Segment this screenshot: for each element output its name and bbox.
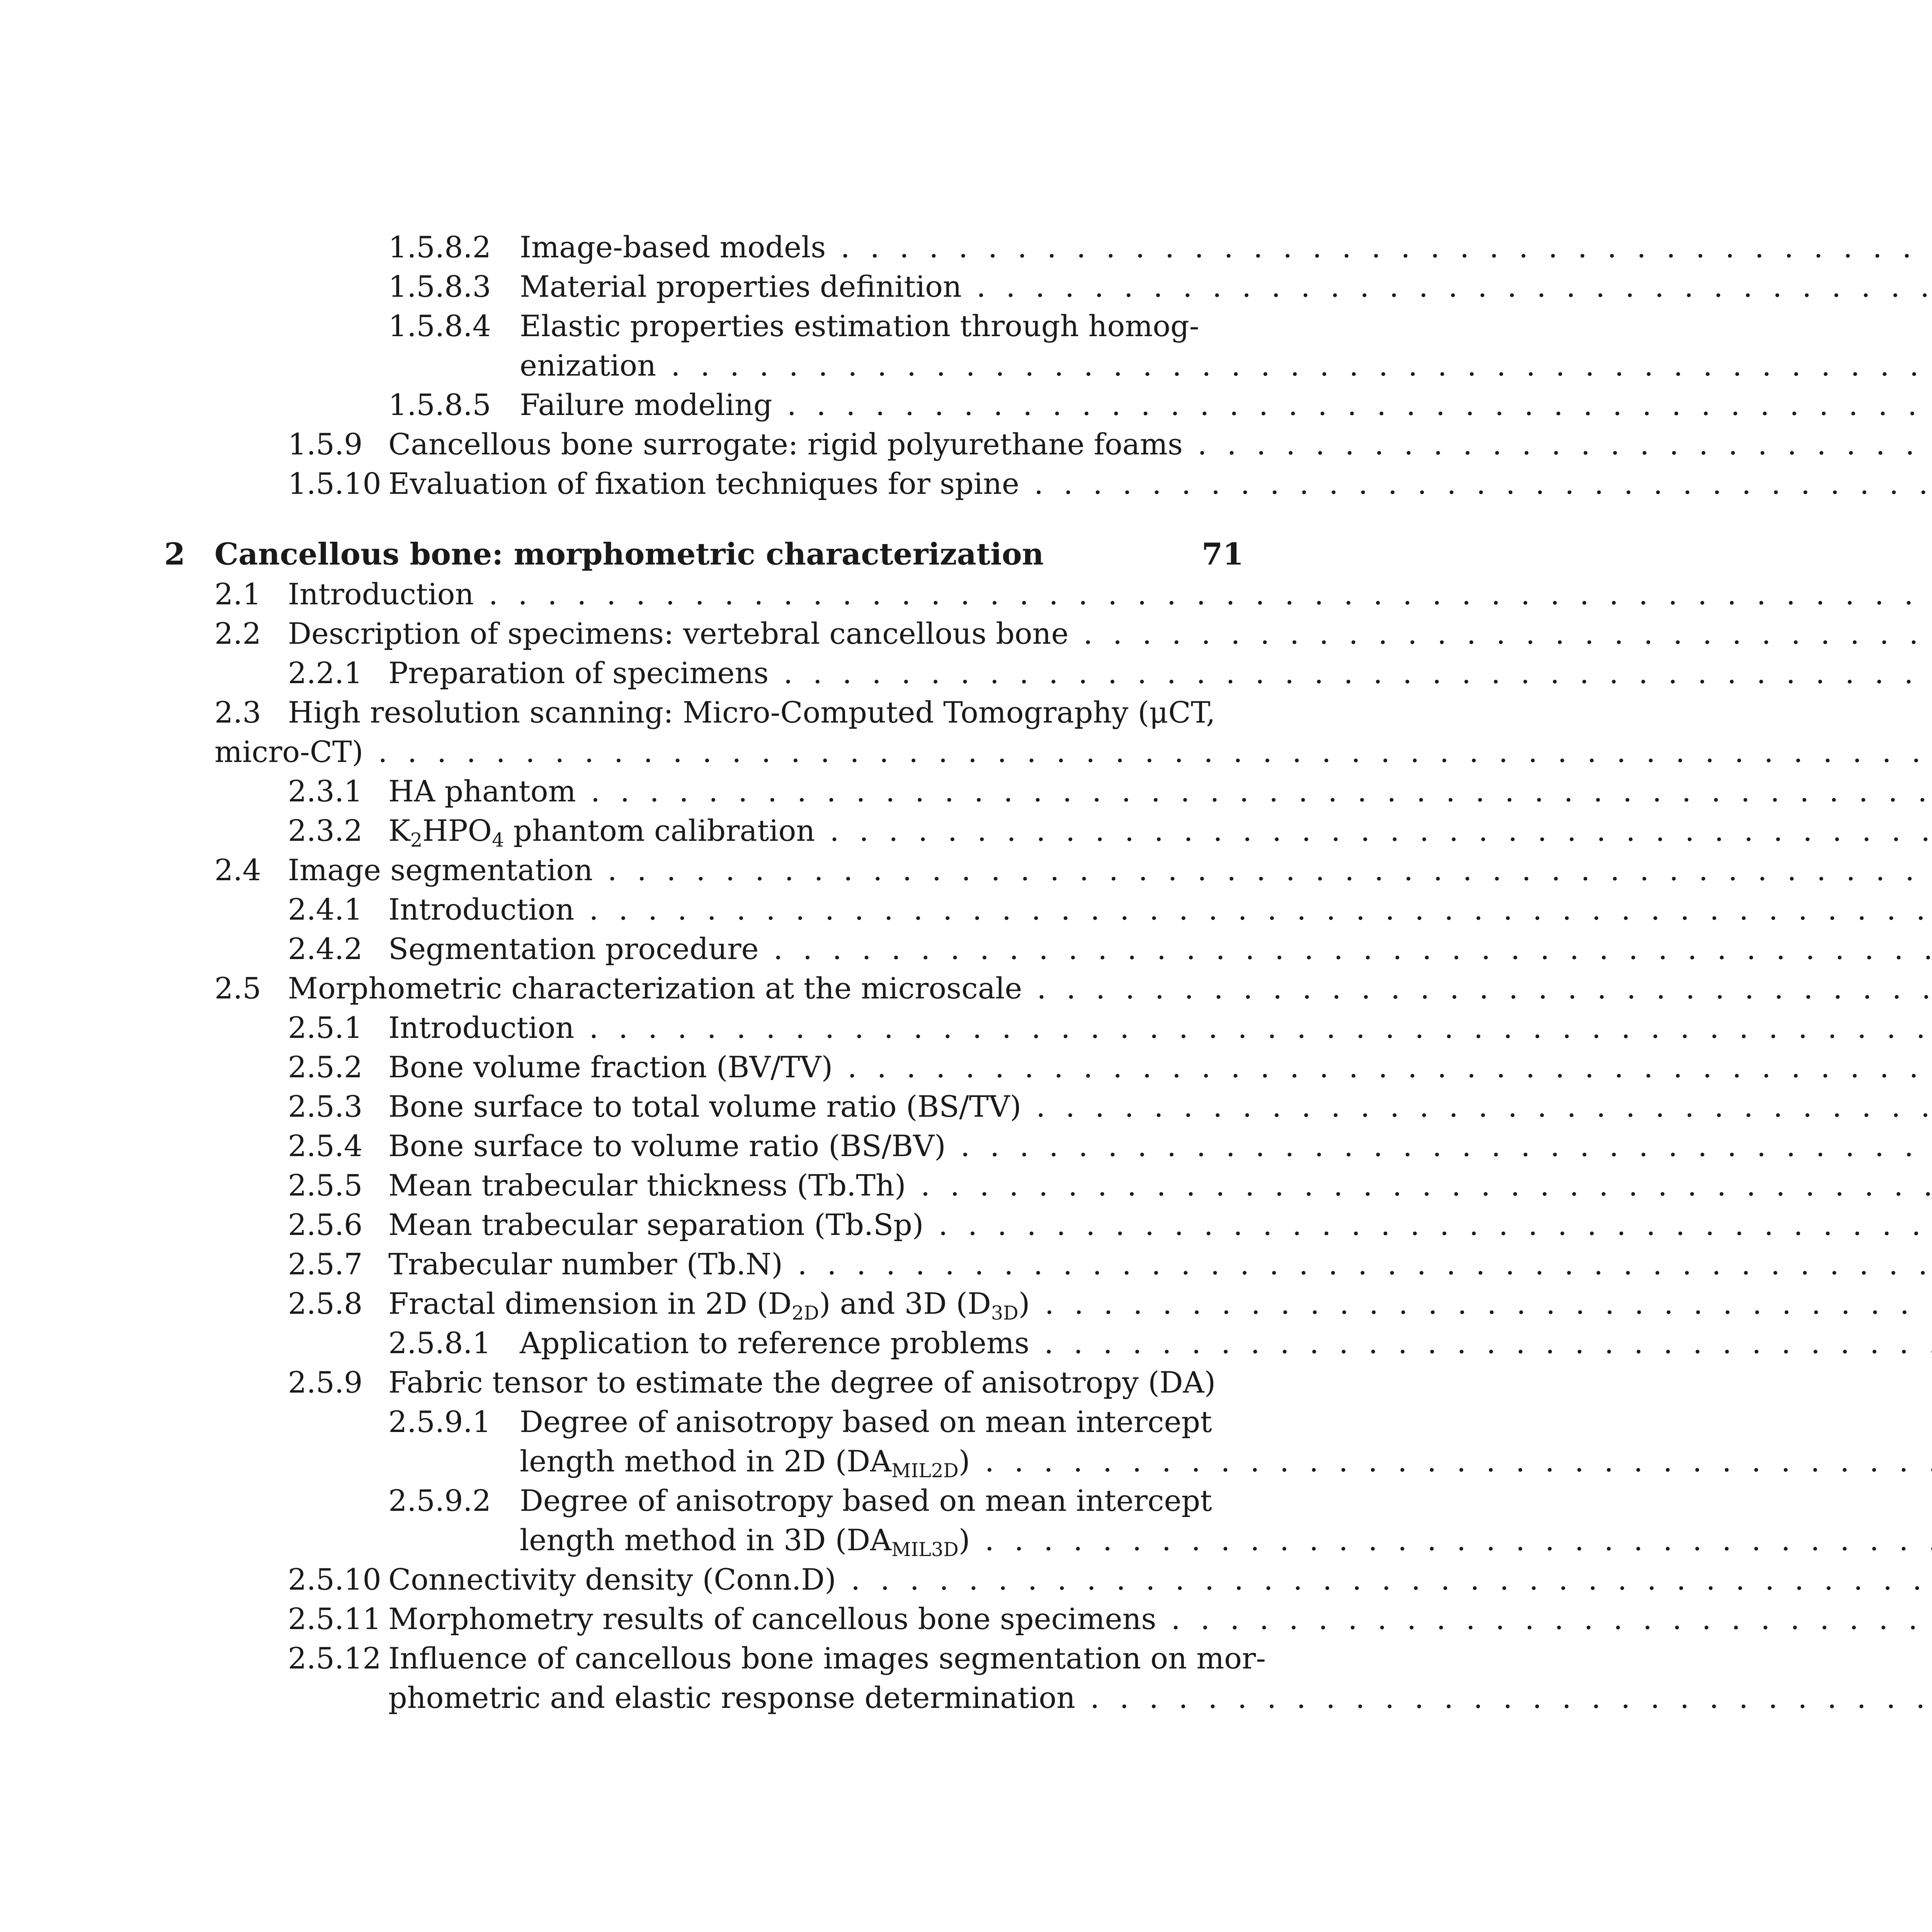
toc-entry — [0, 1009, 1420, 1047]
section-number: 2.5.8 — [288, 1286, 363, 1321]
toc-entry — [0, 930, 1420, 968]
chapter-title: Cancellous bone: morphometric characterization — [214, 537, 1044, 572]
toc-entry — [0, 1245, 1420, 1284]
section-number: 2.2 — [214, 616, 261, 651]
toc-entry — [0, 307, 1420, 345]
toc-entry-continuation — [0, 1679, 1420, 1717]
section-number: 1.5.8.5 — [388, 388, 491, 422]
section-title: Morphometric characterization at the microscale . . . — [288, 969, 1171, 1008]
toc-entry — [0, 575, 1420, 614]
toc-entry — [0, 386, 1420, 424]
section-title: Cancellous bone surrogate: rigid polyurethane foams . . . — [388, 425, 1171, 464]
toc-entry — [0, 228, 1420, 267]
section-number: 2.3 — [214, 695, 261, 730]
section-title: Description of specimens: vertebral cancellous bone . . . — [288, 614, 1171, 653]
section-title: Introduction . . . — [288, 575, 1171, 614]
section-number: 2.5.9.2 — [388, 1483, 491, 1518]
toc-entry — [0, 1166, 1420, 1205]
toc-entry — [0, 811, 1420, 850]
section-number: 2.5.9 — [288, 1365, 363, 1400]
section-number: 2.1 — [214, 577, 261, 611]
section-title: Preparation of specimens . . . — [388, 654, 1171, 692]
toc-entry — [0, 1127, 1420, 1165]
section-number: 2.5.9.1 — [388, 1405, 491, 1439]
chapter-page-number: 71 — [1202, 537, 1244, 572]
section-title: Degree of anisotropy based on mean intercept — [520, 1405, 1212, 1439]
section-title: Image segmentation . . . — [288, 851, 1171, 889]
section-number: 2.5.3 — [288, 1089, 363, 1124]
toc-entry — [0, 267, 1420, 306]
section-number: 2.2.1 — [288, 656, 363, 690]
section-number: 2.5.2 — [288, 1050, 363, 1084]
toc-entry — [0, 614, 1420, 653]
section-title: phometric and elastic response determination . . . — [388, 1679, 1171, 1717]
toc-entry — [0, 425, 1420, 464]
section-number: 2.3.2 — [288, 813, 363, 848]
section-title: High resolution scanning: Micro-Computed Tomography (μCT, — [288, 695, 1216, 730]
section-number: 2.5.6 — [288, 1208, 363, 1242]
section-title: Introduction . . . — [388, 890, 1171, 929]
section-title: Fabric tensor to estimate the degree of anisotropy (DA) — [388, 1365, 1216, 1400]
section-title: Connectivity density (Conn.D) . . . — [388, 1560, 1171, 1599]
toc-entry — [0, 1206, 1420, 1244]
section-title: Failure modeling . . . — [520, 386, 1171, 424]
section-title: Degree of anisotropy based on mean intercept — [520, 1483, 1212, 1518]
section-number: 1.5.8.3 — [388, 269, 491, 304]
section-number: 2.5 — [214, 971, 261, 1005]
section-number: 2.5.10 — [288, 1562, 381, 1597]
section-title: Mean trabecular thickness (Tb.Th) . . . — [388, 1166, 1171, 1205]
section-title: Segmentation procedure . . . — [388, 930, 1171, 968]
toc-entry — [0, 1600, 1420, 1638]
section-title: Trabecular number (Tb.N) . . . — [388, 1245, 1171, 1284]
toc-entry — [0, 693, 1420, 732]
section-title: Influence of cancellous bone images segmentation on mor- — [388, 1641, 1266, 1675]
section-number: 2.5.7 — [288, 1247, 363, 1281]
toc-entry — [0, 654, 1420, 692]
section-title: Mean trabecular separation (Tb.Sp) . . . — [388, 1206, 1171, 1244]
section-title: Evaluation of fixation techniques for spine . . . — [388, 464, 1171, 503]
section-number: 2.5.11 — [288, 1602, 381, 1636]
toc-entry — [0, 1403, 1420, 1441]
section-title: Bone volume fraction (BV/TV) . . . — [388, 1048, 1171, 1087]
chapter-entry — [0, 535, 1420, 574]
toc-entry — [0, 464, 1420, 503]
section-number: 2.4.2 — [288, 932, 363, 966]
toc-entry — [0, 1048, 1420, 1087]
section-title: Material properties definition . . . — [520, 267, 1171, 306]
toc-entry-continuation — [0, 1521, 1420, 1560]
toc-entry — [0, 772, 1420, 811]
section-title: $K_2HPO_4$ phantom calibration . . . — [388, 811, 1171, 850]
section-number: 2.5.12 — [288, 1641, 381, 1675]
section-title: Bone surface to volume ratio (BS/BV) . . . — [388, 1127, 1171, 1165]
toc-entry — [0, 1481, 1420, 1520]
section-title: Elastic properties estimation through homog- — [520, 309, 1199, 343]
section-number: 1.5.10 — [288, 466, 381, 501]
section-title: Image-based models . . . — [520, 228, 1171, 267]
toc-entry — [0, 1639, 1420, 1678]
section-title: enization . . . — [520, 346, 1171, 385]
toc-entry — [0, 851, 1420, 889]
section-number: 2.5.1 — [288, 1010, 363, 1045]
section-title: Introduction . . . — [388, 1009, 1171, 1047]
section-title: length method in 2D $(DA_{MIL2D})$ . . . — [520, 1442, 1171, 1481]
toc-entry — [0, 890, 1420, 929]
section-number: 1.5.8.2 — [388, 230, 491, 264]
toc-entry — [0, 1560, 1420, 1599]
chapter-number: 2 — [164, 537, 185, 572]
toc-entry — [0, 1087, 1420, 1126]
section-number: 2.4 — [214, 853, 261, 887]
section-title: HA phantom . . . — [388, 772, 1171, 811]
section-number: 2.3.1 — [288, 774, 363, 808]
toc-entry — [0, 1284, 1420, 1323]
section-title: Application to reference problems . . . — [520, 1324, 1171, 1362]
toc-entry — [0, 969, 1420, 1008]
toc-entry-continuation — [0, 1442, 1420, 1481]
toc-entry — [0, 1324, 1420, 1362]
section-title: length method in 3D $(DA_{MIL3D})$ . . . — [520, 1521, 1171, 1560]
section-title: Morphometry results of cancellous bone specimens . . . — [388, 1600, 1171, 1638]
section-number: 1.5.9 — [288, 427, 363, 461]
section-number: 2.5.8.1 — [388, 1326, 491, 1360]
section-title: Fractal dimension in 2D $(D_{2D})$ and 3D $(D_{3D})$ . . . — [388, 1284, 1171, 1323]
section-number: 2.4.1 — [288, 892, 363, 927]
section-title: micro-CT) . . . — [214, 733, 1171, 771]
toc-entry — [0, 1363, 1420, 1402]
section-number: 2.5.4 — [288, 1129, 363, 1163]
toc-entry-continuation — [0, 733, 1420, 771]
section-title: Bone surface to total volume ratio (BS/TV) . . . — [388, 1087, 1171, 1126]
section-number: 1.5.8.4 — [388, 309, 491, 343]
section-number: 2.5.5 — [288, 1168, 363, 1202]
toc-entry-continuation — [0, 346, 1420, 385]
